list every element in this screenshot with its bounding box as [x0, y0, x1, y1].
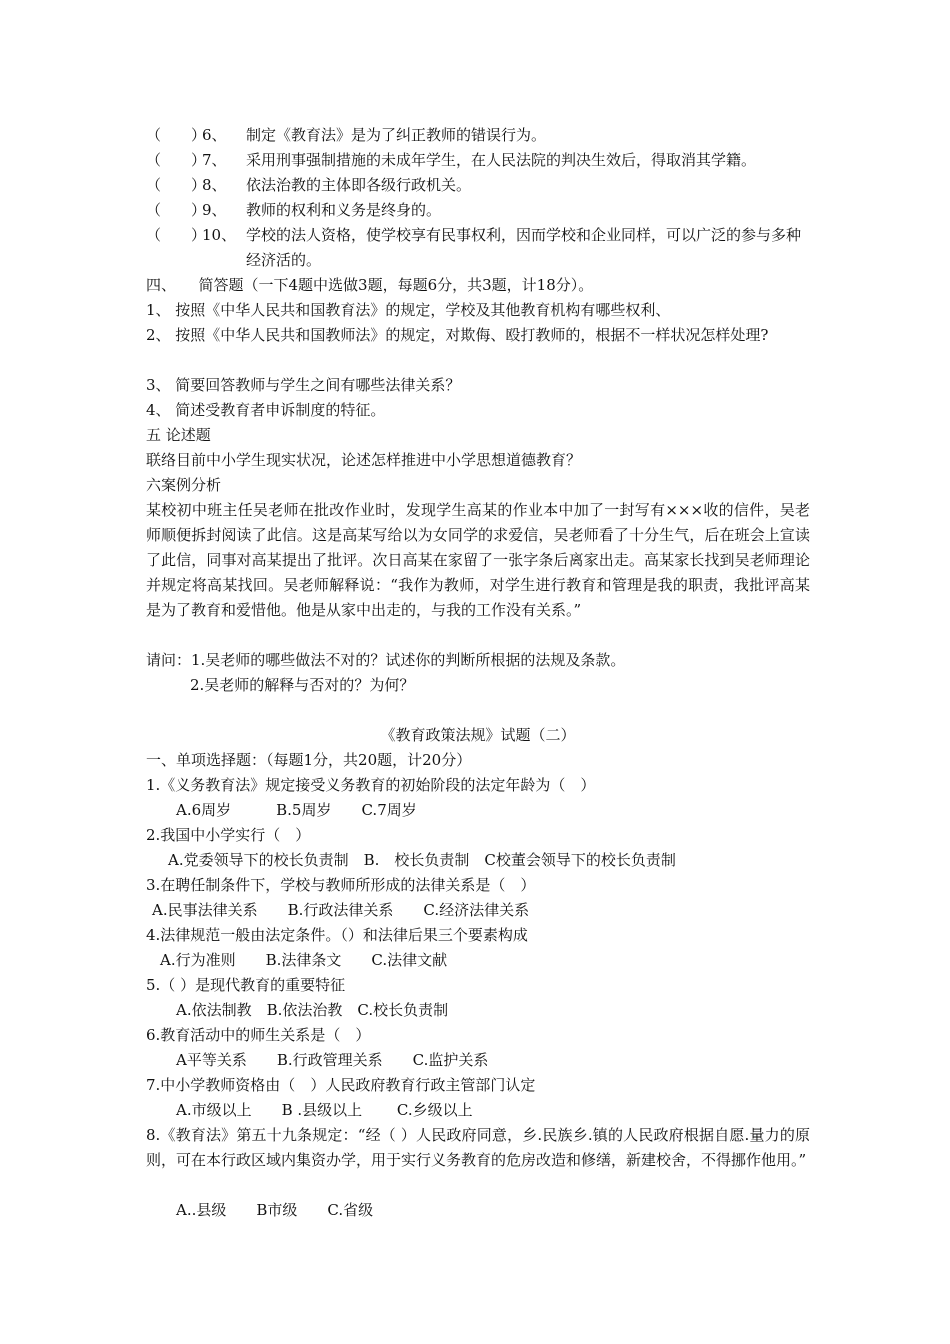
question-options: A.6周岁 B.5周岁 C.7周岁 — [176, 801, 417, 819]
question-stem: 7.中小学教师资格由（ ）人民政府教育行政主管部门认定 — [146, 1076, 536, 1094]
section-heading: 一、单项选择题：（每题1分，共20题，计20分） — [146, 751, 472, 769]
question-options: A.党委领导下的校长负责制 B. 校长负责制 C校董会领导下的校长负责制 — [168, 851, 676, 869]
item-number: 9、 — [202, 201, 227, 219]
case-question: 2.吴老师的解释与否对的？为何？ — [190, 676, 415, 694]
answer-blank: （ ） — [146, 201, 207, 219]
item-text: 依法治教的主体即各级行政机关。 — [246, 176, 472, 194]
judgment-item — [146, 198, 810, 223]
short-answer-item: 4、 简述受教育者申诉制度的特征。 — [146, 401, 386, 419]
item-number: 8、 — [202, 176, 227, 194]
item-text: 采用刑事强制措施的未成年学生，在人民法院的判决生效后，得取消其学籍。 — [246, 151, 757, 169]
item-text: 教师的权利和义务是终身的。 — [246, 201, 442, 219]
question-stem: 1.《义务教育法》规定接受义务教育的初始阶段的法定年龄为（ ） — [146, 776, 596, 794]
question-stem: 3.在聘任制条件下，学校与教师所形成的法律关系是（ ） — [146, 876, 536, 894]
short-answer-item: 2、 按照《中华人民共和国教师法》的规定，对欺侮、殴打教师的，根据不一样状况怎样处理? — [146, 326, 769, 344]
question-options: A平等关系 B.行政管理关系 C.监护关系 — [176, 1051, 489, 1069]
short-answer-item: 1、 按照《中华人民共和国教育法》的规定，学校及其他教育机构有哪些权利、 — [146, 301, 671, 319]
question-options: A.民事法律关系 B.行政法律关系 C.经济法律关系 — [152, 901, 530, 919]
section-heading: 五 论述题 — [146, 426, 211, 444]
item-text: 制定《教育法》是为了纠正教师的错误行为。 — [246, 126, 547, 144]
item-number: 6、 — [202, 126, 227, 144]
section-heading: 四、 简答题（一下4题中选做3题，每题6分，共3题，计18分）。 — [146, 276, 594, 294]
essay-question: 联络目前中小学生现实状况，论述怎样推进中小学思想道德教育？ — [146, 451, 582, 469]
item-number: 10、 — [202, 226, 237, 244]
question-stem: 4.法律规范一般由法定条件。（）和法律后果三个要素构成 — [146, 926, 528, 944]
document-page — [146, 123, 810, 1223]
answer-blank: （ ） — [146, 126, 207, 144]
question-stem: 8.《教育法》第五十九条规定：“经（ ）人民政府同意，乡.民族乡.镇的人民政府根据自愿.量力的原则，可在本行政区域内集资办学，用于实行义务教育的危房改造和修缮，新建校舍，不得挪作他用。” — [146, 1126, 810, 1169]
judgment-item — [146, 223, 810, 273]
question-options: A.依法制教 B.依法治教 C.校长负责制 — [176, 1001, 449, 1019]
case-paragraph: 某校初中班主任吴老师在批改作业时，发现学生高某的作业本中加了一封写有×××收的信件，吴老师顺便拆封阅读了此信。这是高某写给以为女同学的求爱信，吴老师看了十分生气，后在班会上宣读了此信，同事对高某提出了批评。次日高某在家留了一张字条后离家出走。高某家长找到吴老师理论并规定将高某找回。吴老师解释说：“我作为教师，对学生进行教育和管理是我的职责，我批评高某是为了教育和爱惜他。他是从家中出走的，与我的工作没有关系。” — [146, 501, 810, 619]
judgment-item — [146, 173, 810, 198]
judgment-item — [146, 123, 810, 148]
item-text: 学校的法人资格，使学校享有民事权利，因而学校和企业同样，可以广泛的参与多种经济活的。 — [246, 226, 802, 269]
answer-blank: （ ） — [146, 226, 207, 244]
exam-title: 《教育政策法规》试题（二） — [380, 726, 576, 744]
question-options: A.市级以上 B .县级以上 C.乡级以上 — [176, 1101, 473, 1119]
question-options: A..县级 B市级 C.省级 — [176, 1201, 374, 1219]
answer-blank: （ ） — [146, 151, 207, 169]
judgment-item — [146, 148, 810, 173]
case-question: 请问：1.吴老师的哪些做法不对的？试述你的判断所根据的法规及条款。 — [146, 651, 626, 669]
answer-blank: （ ） — [146, 176, 207, 194]
item-number: 7、 — [202, 151, 227, 169]
section-heading: 六案例分析 — [146, 476, 222, 494]
question-stem: 5.（ ）是现代教育的重要特征 — [146, 976, 346, 994]
short-answer-item: 3、 简要回答教师与学生之间有哪些法律关系？ — [146, 376, 461, 394]
question-stem: 2.我国中小学实行（ ） — [146, 826, 311, 844]
question-stem: 6.教育活动中的师生关系是（ ） — [146, 1026, 371, 1044]
question-options: A.行为准则 B.法律条文 C.法律文献 — [160, 951, 448, 969]
